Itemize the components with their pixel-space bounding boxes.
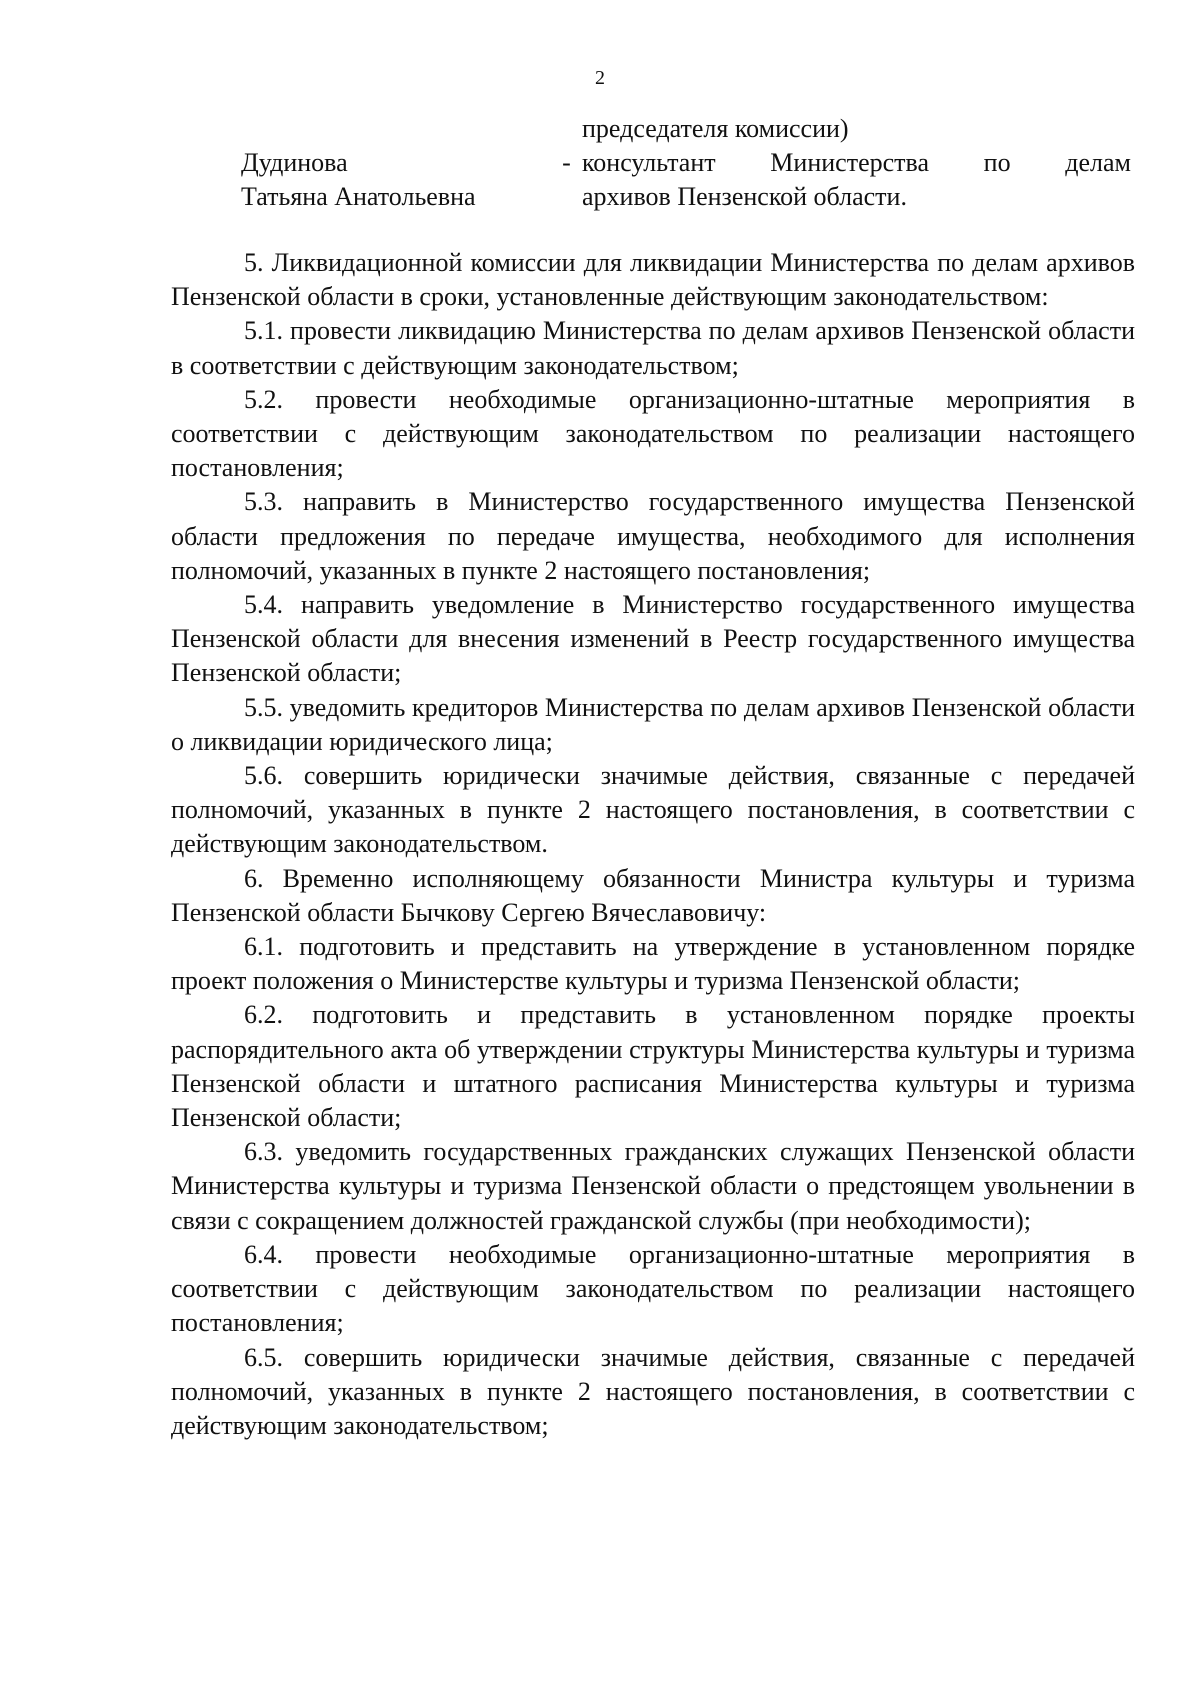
paragraph-5-4: 5.4. направить уведомление в Министерство государственного имущества Пензенской области для внесения изменений в Реестр государственного имущества Пензенской области; [171,590,1135,688]
paragraph-6-3: 6.3. уведомить государственных гражданских служащих Пензенской области Министерства культуры и туризма Пензенской области о предстоящем увольнении в связи с сокращением должностей гражданской службы (при необходимости); [171,1137,1135,1235]
paragraph-5: 5. Ликвидационной комиссии для ликвидации Министерства по делам архивов Пензенской области в сроки, установленные действующим законодательством: [171,248,1135,312]
page-number: 2 [595,67,605,89]
member-role-line-1: консультант Министерства по делам [582,148,1131,177]
paragraph-5-5: 5.5. уведомить кредиторов Министерства по делам архивов Пензенской области о ликвидации юридического лица; [171,692,1135,756]
paragraph-6-5: 6.5. совершить юридически значимые действия, связанные с передачей полномочий, указанных в пункте 2 настоящего постановления, в соответствии с действующим законодательством; [171,1342,1135,1440]
paragraph-6: 6. Временно исполняющему обязанности Министра культуры и туризма Пензенской области Бычкову Сергею Вячеславовичу: [171,863,1135,927]
commission-member [241,146,1131,214]
commission-members [241,112,1131,214]
paragraph-5-6: 5.6. совершить юридически значимые действия, связанные с передачей полномочий, указанных в пункте 2 настоящего постановления, в соответствии с действующим законодательством. [171,761,1135,859]
member-surname: Дудинова [241,148,348,177]
paragraph-6-2: 6.2. подготовить и представить в установленном порядке проекты распорядительного акта об утверждении структуры Министерства культуры и туризма Пензенской области и штатного расписания Министерства культуры и туризма Пензенской области; [171,1000,1135,1133]
member-given-names: Татьяна Анатольевна [241,182,476,211]
paragraph-5-3: 5.3. направить в Министерство государственного имущества Пензенской области предложения по передаче имущества, необходимого для исполнения полномочий, указанных в пункте 2 настоящего постановления; [171,487,1135,585]
paragraph-5-2: 5.2. провести необходимые организационно-штатные мероприятия в соответствии с действующим законодательством по реализации настоящего постановления; [171,384,1135,483]
commission-tail-text: председателя комиссии) [582,114,849,143]
member-role [582,146,1131,214]
paragraph-6-1: 6.1. подготовить и представить на утверждение в установленном порядке проект положения о Министерстве культуры и туризма Пензенской области; [171,932,1135,996]
document-body [171,246,1135,1443]
member-name [241,146,551,214]
paragraph-6-4: 6.4. провести необходимые организационно-штатные мероприятия в соответствии с действующим законодательством по реализации настоящего постановления; [171,1239,1135,1338]
member-dash: - [562,148,571,177]
paragraph-5-1: 5.1. провести ликвидацию Министерства по делам архивов Пензенской области в соответствии с действующим законодательством; [171,316,1135,380]
member-role-line-2: архивов Пензенской области. [582,182,907,211]
commission-tail-row [241,112,1131,146]
